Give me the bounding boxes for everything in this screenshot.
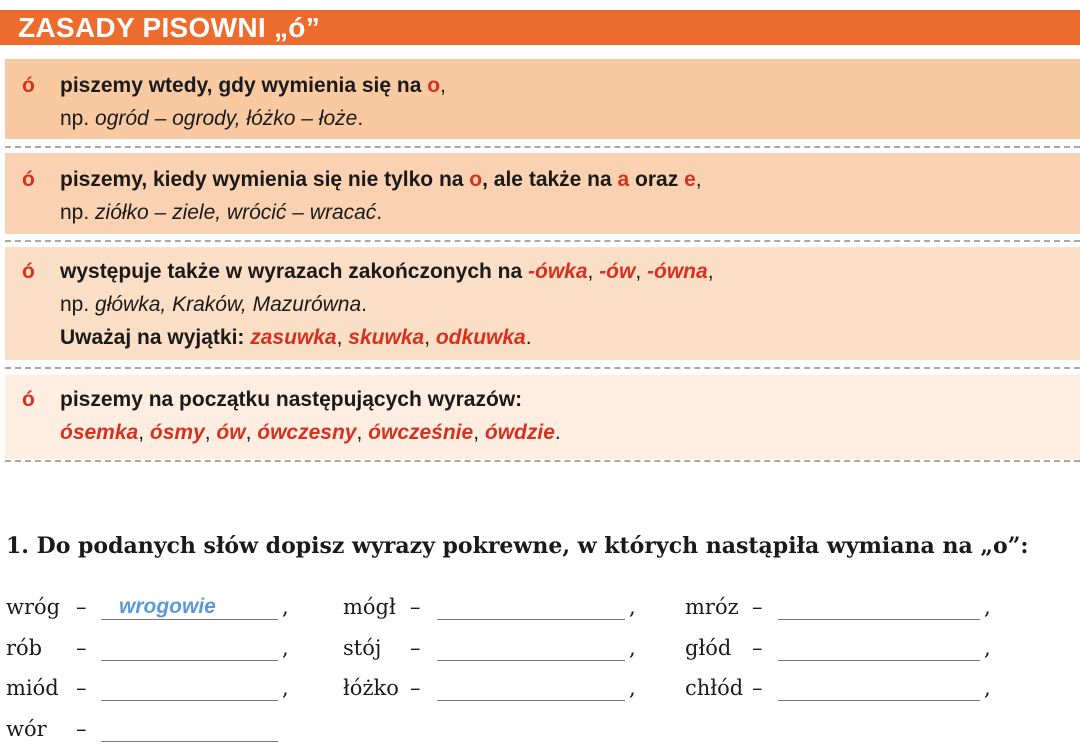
suffix: -ówna bbox=[647, 260, 708, 283]
listed-word: ówczesny bbox=[257, 421, 357, 444]
exercise-word: stój bbox=[343, 636, 382, 660]
answer-field[interactable] bbox=[437, 676, 625, 701]
exercise-comma: , bbox=[282, 636, 289, 660]
exercise-word: miód bbox=[6, 676, 59, 700]
rule-text: piszemy, kiedy wymienia się nie tylko na bbox=[60, 168, 470, 191]
exercise-dash: – bbox=[752, 595, 763, 619]
example-prefix: np. bbox=[60, 293, 96, 316]
listed-word: ów bbox=[216, 421, 246, 444]
listed-word: ósemka bbox=[60, 421, 139, 444]
punct: . bbox=[554, 421, 561, 444]
exception-word: odkuwka bbox=[435, 326, 526, 349]
title-bar bbox=[0, 10, 1080, 45]
suffix: -ów bbox=[599, 260, 636, 283]
example-text: ogród – ogrody, łóżko – łoże bbox=[95, 107, 358, 130]
rule-text: piszemy na początku następujących wyrazów: bbox=[60, 388, 523, 411]
answer-field[interactable] bbox=[101, 595, 278, 620]
punct: . bbox=[361, 293, 367, 316]
rule-box-4 bbox=[5, 375, 1080, 459]
answer-field[interactable] bbox=[437, 636, 625, 661]
exercise-dash: – bbox=[752, 636, 763, 660]
exercise-word: rób bbox=[6, 636, 43, 660]
highlight-letter: o bbox=[469, 168, 483, 191]
exception-word: zasuwka bbox=[250, 326, 337, 349]
exercise-comma: , bbox=[282, 595, 289, 619]
rule-exceptions bbox=[60, 321, 1080, 354]
answer-field[interactable] bbox=[101, 676, 278, 701]
rule-text: piszemy wtedy, gdy wymienia się na bbox=[60, 74, 428, 97]
dashed-divider bbox=[5, 146, 1080, 148]
rule-line bbox=[60, 163, 1080, 196]
rule-box-2 bbox=[5, 153, 1080, 234]
answer-field[interactable] bbox=[101, 717, 278, 742]
exercise-word: chłód bbox=[685, 676, 744, 700]
rule-example bbox=[60, 102, 1080, 135]
dashed-divider bbox=[5, 240, 1080, 242]
suffix: -ówka bbox=[528, 260, 588, 283]
exceptions-label: Uważaj na wyjątki: bbox=[60, 326, 251, 349]
punct: , bbox=[587, 260, 600, 283]
example-prefix: np. bbox=[60, 201, 96, 224]
exception-word: skuwka bbox=[348, 326, 425, 349]
example-text: ziółko – ziele, wrócić – wracać bbox=[95, 201, 377, 224]
dashed-divider bbox=[5, 460, 1080, 462]
punct: , bbox=[424, 326, 436, 349]
punct: . bbox=[357, 107, 364, 130]
exercise-word: wróg bbox=[6, 595, 61, 619]
example-prefix: np. bbox=[60, 107, 96, 130]
exercise-dash: – bbox=[410, 636, 421, 660]
listed-word: ówcześnie bbox=[368, 421, 474, 444]
punct: . bbox=[525, 326, 532, 349]
exercise-word: wór bbox=[6, 717, 47, 741]
listed-word: ówdzie bbox=[484, 421, 555, 444]
punct: , bbox=[336, 326, 349, 349]
rule-marker: ó bbox=[22, 260, 35, 283]
page-title: ZASADY PISOWNI „ó” bbox=[18, 12, 321, 43]
answer-field[interactable] bbox=[101, 636, 278, 661]
rule-text: występuje także w wyrazach zakończonych na bbox=[60, 260, 528, 283]
highlight-letter: e bbox=[684, 168, 696, 191]
exercise-dash: – bbox=[410, 595, 421, 619]
punct: , bbox=[695, 168, 702, 191]
listed-word: ósmy bbox=[149, 421, 205, 444]
rule-example bbox=[60, 288, 1080, 321]
exercise-word: mógł bbox=[343, 595, 396, 619]
punct: , bbox=[204, 421, 217, 444]
punct: , bbox=[245, 421, 258, 444]
punct: , bbox=[356, 421, 369, 444]
rule-marker: ó bbox=[22, 388, 35, 411]
exercise-comma: , bbox=[984, 636, 991, 660]
exercise-dash: – bbox=[76, 717, 87, 741]
rule-box-3 bbox=[5, 247, 1080, 360]
exercise-word: głód bbox=[685, 636, 732, 660]
rule-marker: ó bbox=[22, 168, 35, 191]
exercise-dash: – bbox=[752, 676, 763, 700]
rule-word-list bbox=[60, 416, 1080, 449]
exercise-heading: 1. Do podanych słów dopisz wyrazy pokrewne, w których nastąpiła wymiana na „o”: bbox=[6, 533, 1029, 559]
exercise-comma: , bbox=[984, 595, 991, 619]
answer-field[interactable] bbox=[437, 595, 625, 620]
rule-text: , ale także na bbox=[482, 168, 618, 191]
punct: , bbox=[138, 421, 150, 444]
exercise-comma: , bbox=[282, 676, 289, 700]
example-text: główka, Kraków, Mazurówna bbox=[95, 293, 362, 316]
exercise-dash: – bbox=[76, 595, 87, 619]
punct: . bbox=[376, 201, 383, 224]
rule-line bbox=[60, 255, 1080, 288]
exercise-dash: – bbox=[76, 636, 87, 660]
dashed-divider bbox=[5, 367, 1080, 369]
exercise-comma: , bbox=[629, 595, 636, 619]
exercise-comma: , bbox=[629, 636, 636, 660]
answer-field[interactable] bbox=[778, 595, 980, 620]
exercise-comma: , bbox=[629, 676, 636, 700]
highlight-letter: o bbox=[427, 74, 441, 97]
highlight-letter: a bbox=[617, 168, 630, 191]
rule-line bbox=[60, 69, 1080, 102]
punct: , bbox=[707, 260, 714, 283]
punct: , bbox=[440, 74, 446, 97]
answer-field[interactable] bbox=[778, 676, 980, 701]
punct: , bbox=[635, 260, 648, 283]
rule-marker: ó bbox=[22, 74, 35, 97]
rule-line bbox=[60, 383, 1080, 416]
answer-text: wrogowie bbox=[119, 595, 216, 618]
exercise-dash: – bbox=[76, 676, 87, 700]
exercise-word: mróz bbox=[685, 595, 739, 619]
answer-field[interactable] bbox=[778, 636, 980, 661]
punct: , bbox=[473, 421, 485, 444]
exercise-dash: – bbox=[410, 676, 421, 700]
exercise-word: łóżko bbox=[343, 676, 399, 700]
rule-text: oraz bbox=[629, 168, 685, 191]
rule-example bbox=[60, 196, 1080, 229]
rule-box-1 bbox=[5, 59, 1080, 139]
exercise-comma: , bbox=[984, 676, 991, 700]
